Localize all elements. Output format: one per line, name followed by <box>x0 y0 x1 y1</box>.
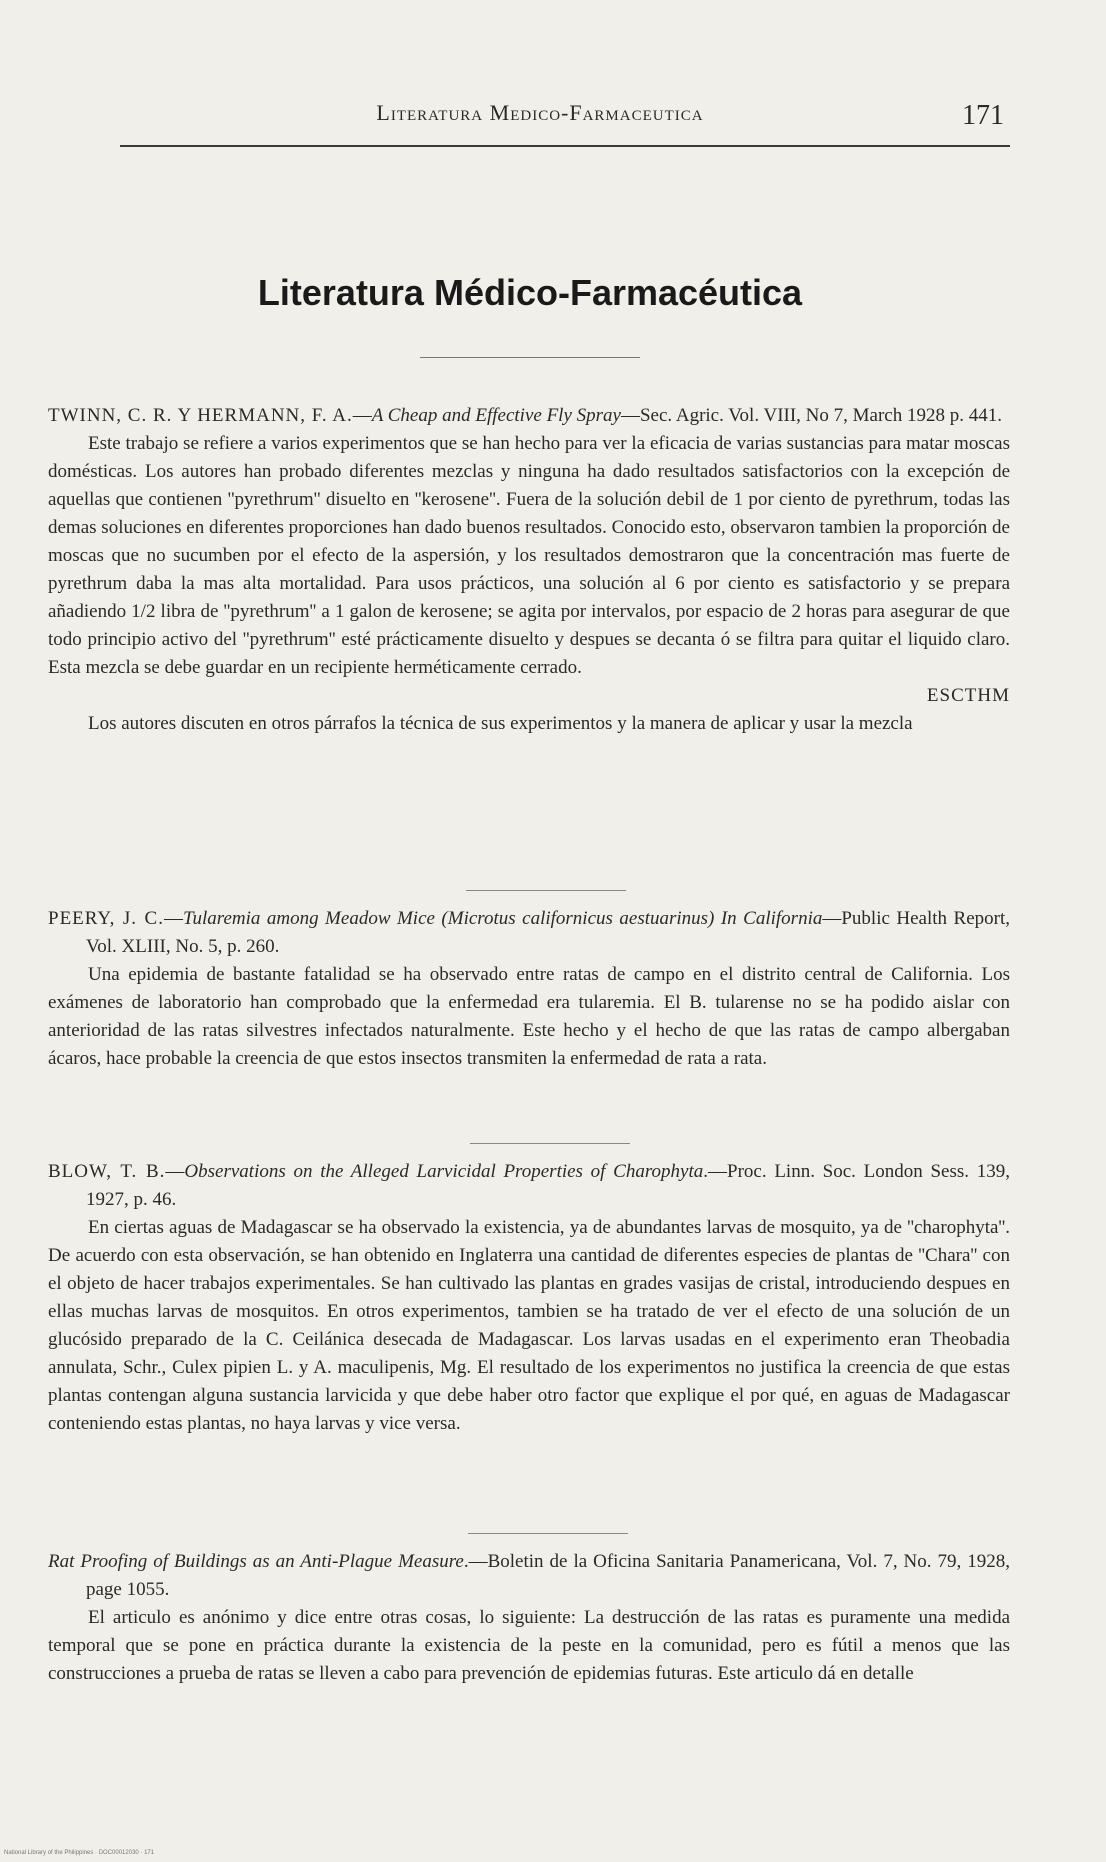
title-divider <box>420 357 640 358</box>
citation-source: .—Proc. Linn. Soc. London Sess. 139, 1927, p. 46. <box>86 1161 1011 1210</box>
entry-divider <box>468 1533 628 1534</box>
citation-authors: BLOW, T. B. <box>48 1161 166 1182</box>
citation: PEERY, J. C.—Tularemia among Meadow Mice (Microtus californicus aestuarinus) In California—Public Health Report, Vol. XLIII, No. 5, p. 260. <box>48 908 1010 957</box>
abstract-entry-1 <box>48 402 1010 738</box>
running-head: Literatura Medico-Farmaceutica <box>376 100 704 125</box>
citation-title: A Cheap and Effective Fly Spray <box>371 405 621 426</box>
page-number: 171 <box>962 100 1004 131</box>
citation-authors: TWINN, C. R. Y HERMANN, F. A. <box>48 405 353 426</box>
entry-divider <box>466 890 626 891</box>
citation: BLOW, T. B.—Observations on the Alleged Larvicidal Properties of Charophyta.—Proc. Linn. Soc. London Sess. 139, 1927, p. 46. <box>48 1161 1011 1210</box>
citation: TWINN, C. R. Y HERMANN, F. A.—A Cheap and Effective Fly Spray—Sec. Agric. Vol. VIII, No 7, March 1928 p. 441. <box>48 405 1002 426</box>
citation-title: Rat Proofing of Buildings as an Anti-Plague Measure <box>48 1551 464 1572</box>
citation-title: Observations on the Alleged Larvicidal Properties of Charophyta <box>184 1161 704 1182</box>
citation-authors: PEERY, J. C. <box>48 908 164 929</box>
abstract-entry-2 <box>48 905 1010 1073</box>
abstract-entry-4 <box>48 1548 1010 1688</box>
citation-source: .—Boletin de la Oficina Sanitaria Panamericana, Vol. 7, No. 79, 1928, page 1055. <box>86 1551 1010 1600</box>
page-title: Literatura Médico-Farmacéutica <box>257 272 803 313</box>
abstract-paragraph: El articulo es anónimo y dice entre otras cosas, lo siguiente: La destrucción de las ratas es puramente una medida temporal que se pone en práctica durante la existencia de la peste en la comunidad, pero es fútil a menos que las construcciones a prueba de ratas se lleven a cabo para prevención de epidemias futuras. Este articulo dá en detalle <box>48 1607 1010 1684</box>
header-rule <box>120 145 1010 147</box>
citation <box>48 1548 1010 1604</box>
reviewer-initials: ESCTHM <box>926 685 1010 706</box>
abstract-paragraph: Una epidemia de bastante fatalidad se ha observado entre ratas de campo en el distrito central de California. Los exámenes de laboratorio han comprobado que la enfermedad era tularemia. El B. tularense no se ha podido aislar con anterioridad de las ratas silvestres infectados naturalmente. Este hecho y el hecho de que las ratas de campo albergaban ácaros, hace probable la creencia de que estos insectos transmiten la enfermedad de rata a rata. <box>48 964 1010 1069</box>
abstract-paragraph: Este trabajo se refiere a varios experimentos que se han hecho para ver la eficacia de varias sustancias para matar moscas domésticas. Los autores han probado diferentes mezclas y ninguna ha dado resultados satisfactorios con la excepción de aquellas que contienen ''pyrethrum'' disuelto en ''kerosene''. Fuera de la solución debil de 1 por ciento de pyrethrum, todas las demas soluciones en diferentes proporciones han dado buenos resultados. Conocido esto, observaron tambien la proporción de moscas que no sucumben por el efecto de la aspersión, y los resultados demostraron que la concentración mas fuerte de pyrethrum daba la mas alta mortalidad. Para usos prácticos, una solución al 6 por ciento es satisfactorio y se prepara añadiendo 1/2 libra de ''pyrethrum'' a 1 galon de kerosene; se agita por intervalos, por espacio de 2 horas para asegurar de que todo principio activo del ''pyrethrum'' esté prácticamente disuelto y despues se decanta ó se filtra para quitar el liquido claro. Esta mezcla se debe guardar en un recipiente herméticamente cerrado. <box>48 433 1010 678</box>
entry-divider <box>470 1143 630 1144</box>
abstract-entry-3 <box>48 1158 1010 1438</box>
abstract-paragraph: En ciertas aguas de Madagascar se ha observado la existencia, ya de abundantes larvas de mosquito, ya de ''charophyta''. De acuerdo con esta observación, se han obtenido en Inglaterra una cantidad de diferentes especies de plantas de ''Chara'' con el objeto de hacer trabajos experimentales. Se han cultivado las plantas en grades vasijas de cristal, introduciendo despues en ellas muchas larvas de mosquitos. En otros experimentos, tambien se ha tratado de ver el efecto de una solución de un glucósido preparado de la C. Ceilánica desecada de Madagascar. Los larvas usadas en el experimento eran Theobadia annulata, Schr., Culex pipien L. y A. maculipenis, Mg. El resultado de los experimentos no justifica la creencia de que estas plantas contengan alguna sustancia larvicida y que debe haber otro factor que explique el por qué, en aguas de Madagascar conteniendo estas plantas, no haya larvas y vice versa. <box>48 1217 1010 1434</box>
scan-footer-note: National Library of the Philippines · DOC00012030 · 171 <box>4 1850 155 1856</box>
citation-source: —Sec. Agric. Vol. VIII, No 7, March 1928 p. 441. <box>620 405 1002 426</box>
citation-title: Tularemia among Meadow Mice (Microtus californicus aestuarinus) In California <box>182 908 823 929</box>
citation-source: —Public Health Report, Vol. XLIII, No. 5, p. 260. <box>86 908 1010 957</box>
abstract-paragraph: Los autores discuten en otros párrafos la técnica de sus experimentos y la manera de aplicar y usar la mezcla <box>88 713 913 734</box>
